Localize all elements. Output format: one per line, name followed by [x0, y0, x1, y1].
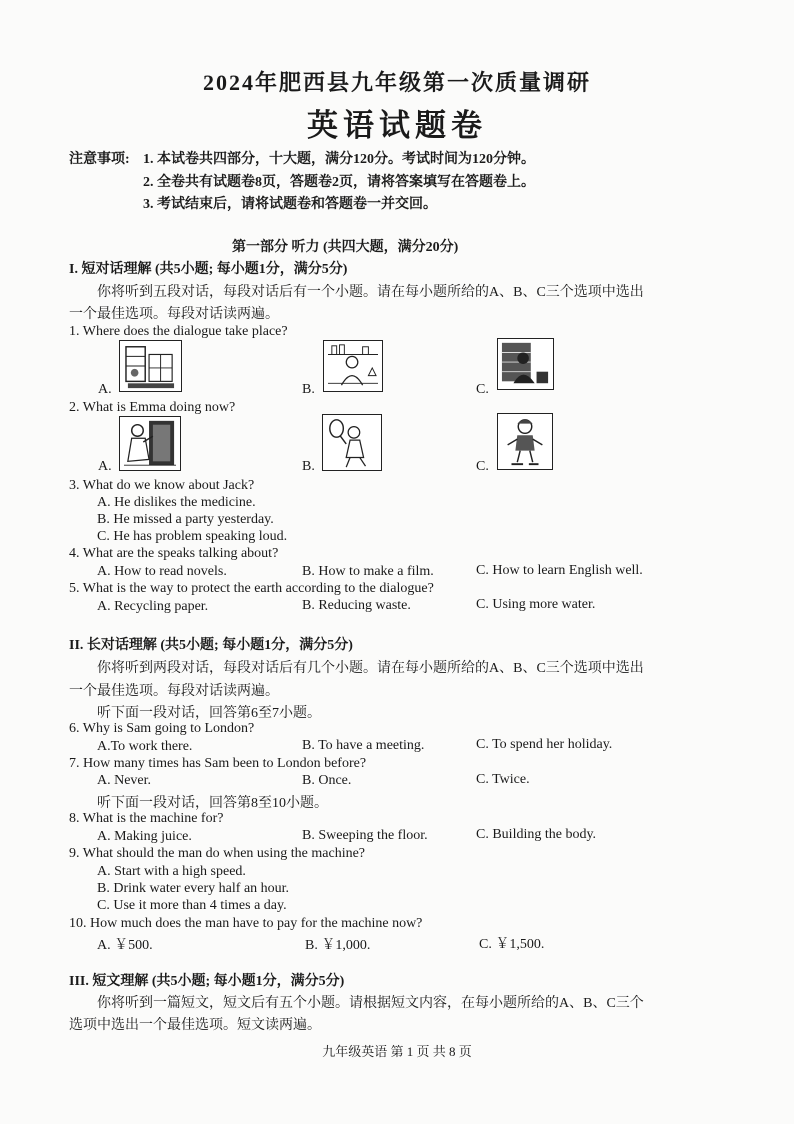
question: 5. What is the way to protect the earth according to the dialogue?	[69, 581, 434, 596]
skating-picture	[497, 413, 553, 470]
part-heading: 第一部分 听力 (共四大题，满分20分)	[232, 240, 459, 255]
option-c: C.	[476, 459, 489, 474]
option-a: A. ￥500.	[97, 938, 153, 953]
dialogue-instruction: 听下面一段对话，回答第6至7小题。	[97, 706, 321, 721]
option-c: C. He has problem speaking loud.	[97, 529, 288, 544]
option-b: B. To have a meeting.	[302, 738, 425, 753]
option-c: C. Twice.	[476, 772, 530, 787]
option-a: A. Never.	[97, 773, 152, 788]
classroom-picture	[119, 340, 182, 392]
option-b: B. How to make a film.	[302, 564, 434, 579]
section-instruction: 你将听到五段对话，每段对话后有一个小题。请在每小题所给的A、B、C三个选项中选出	[97, 285, 644, 300]
option-a: A. How to read novels.	[97, 564, 227, 579]
section-heading: II. 长对话理解 (共5小题; 每小题1分，满分5分)	[69, 638, 353, 653]
tennis-picture	[322, 414, 382, 471]
option-c: C. Use it more than 4 times a day.	[97, 898, 287, 913]
section-instruction: 一个最佳选项。每段对话读两遍。	[69, 307, 279, 322]
option-b: B. Drink water every half an hour.	[97, 881, 290, 896]
option-a: A.	[98, 382, 112, 397]
note-item: 1. 本试卷共四部分，十大题，满分120分。考试时间为120分钟。	[143, 152, 535, 167]
option-c: C. How to learn English well.	[476, 563, 643, 578]
exam-subtitle: 英语试题卷	[307, 108, 487, 143]
option-b: B. Once.	[302, 773, 352, 788]
library-picture	[497, 338, 554, 390]
question: 6. Why is Sam going to London?	[69, 721, 255, 736]
option-b: B. He missed a party yesterday.	[97, 512, 274, 527]
option-a: A. Making juice.	[97, 829, 192, 844]
cleaning-window-picture	[119, 416, 181, 471]
option-a: A. Recycling paper.	[97, 599, 209, 614]
option-c: C. Building the body.	[476, 827, 597, 842]
option-b: B. ￥1,000.	[305, 938, 371, 953]
question: 7. How many times has Sam been to London before?	[69, 756, 367, 771]
section-instruction: 选项中选出一个最佳选项。短文读两遍。	[69, 1018, 321, 1033]
question: 8. What is the machine for?	[69, 811, 224, 826]
exam-title: 2024年肥西县九年级第一次质量调研	[202, 70, 591, 95]
option-b: B. Reducing waste.	[302, 598, 411, 613]
notes-label: 注意事项:	[69, 152, 130, 167]
dialogue-instruction: 听下面一段对话，回答第8至10小题。	[97, 796, 328, 811]
question: 10. How much does the man have to pay for the machine now?	[69, 916, 423, 931]
section-heading: I. 短对话理解 (共5小题; 每小题1分，满分5分)	[69, 262, 348, 277]
section-instruction: 你将听到一篇短文，短文后有五个小题。请根据短文内容，在每小题所给的A、B、C三个	[97, 996, 644, 1011]
note-item: 2. 全卷共有试题卷8页，答题卷2页，请将答案填写在答题卷上。	[143, 175, 535, 190]
question: 9. What should the man do when using the machine?	[69, 846, 366, 861]
section-heading: III. 短文理解 (共5小题; 每小题1分，满分5分)	[69, 974, 345, 989]
option-a: A. Start with a high speed.	[97, 864, 246, 879]
question: 1. Where does the dialogue take place?	[69, 324, 288, 339]
question: 2. What is Emma doing now?	[69, 400, 236, 415]
page-footer: 九年级英语 第 1 页 共 8 页	[322, 1044, 472, 1059]
section-instruction: 一个最佳选项。每段对话读两遍。	[69, 684, 279, 699]
option-c: C.	[476, 382, 489, 397]
note-item: 3. 考试结束后，请将试题卷和答题卷一并交回。	[143, 197, 437, 212]
question: 3. What do we know about Jack?	[69, 478, 255, 493]
section-instruction: 你将听到两段对话，每段对话后有几个小题。请在每小题所给的A、B、C三个选项中选出	[97, 661, 644, 676]
question: 4. What are the speaks talking about?	[69, 546, 279, 561]
option-b: B.	[302, 382, 315, 397]
lab-picture	[323, 340, 383, 392]
option-a: A.	[98, 459, 112, 474]
option-a: A.To work there.	[97, 739, 193, 754]
option-b: B. Sweeping the floor.	[302, 828, 428, 843]
option-b: B.	[302, 459, 315, 474]
option-a: A. He dislikes the medicine.	[97, 495, 256, 510]
option-c: C. ￥1,500.	[479, 937, 545, 952]
option-c: C. To spend her holiday.	[476, 737, 613, 752]
option-c: C. Using more water.	[476, 597, 596, 612]
